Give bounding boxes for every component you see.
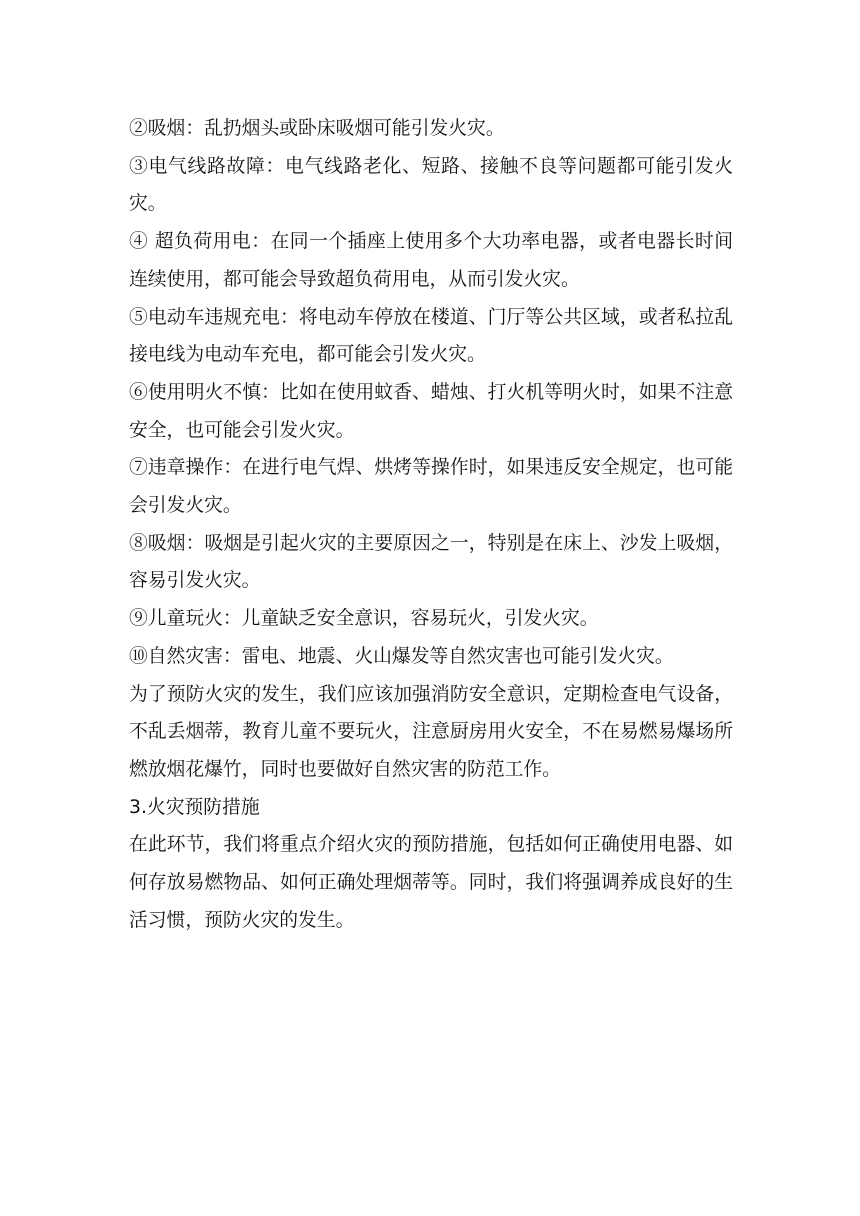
list-item-natural-disaster: ⑩自然灾害：雷电、地震、火山爆发等自然灾害也可能引发火灾。	[129, 645, 674, 667]
section-body-paragraph: 在此环节，我们将重点介绍火灾的预防措施，包括如何正确使用电器、如何存放易燃物品、如何正确处理烟蒂等。同时，我们将强调养成良好的生活习惯，预防火灾的发生。	[129, 834, 733, 931]
list-item-smoking-bed: ⑧吸烟：吸烟是引起火灾的主要原因之一，特别是在床上、沙发上吸烟，容易引发火灾。	[129, 532, 733, 592]
summary-paragraph: 为了预防火灾的发生，我们应该加强消防安全意识，定期检查电气设备，不乱丢烟蒂，教育儿童不要玩火，注意厨房用火安全，不在易燃易爆场所燃放烟花爆竹，同时也要做好自然灾害的防范工作。	[129, 683, 733, 780]
section-heading: 3.火灾预防措施	[129, 796, 260, 818]
list-item-children-fire: ⑨儿童玩火：儿童缺乏安全意识，容易玩火，引发火灾。	[129, 608, 599, 630]
list-item-electrical-fault: ③电气线路故障：电气线路老化、短路、接触不良等问题都可能引发火灾。	[129, 155, 733, 215]
document-body	[129, 110, 733, 939]
list-item-overload: ④ 超负荷用电：在同一个插座上使用多个大功率电器，或者电器长时间连续使用，都可能会导致超负荷用电，从而引发火灾。	[129, 231, 733, 290]
list-item-open-flame: ⑥使用明火不慎：比如在使用蚊香、蜡烛、打火机等明火时，如果不注意安全，也可能会引发火灾。	[129, 381, 733, 441]
list-item-illegal-operation: ⑦违章操作：在进行电气焊、烘烤等操作时，如果违反安全规定，也可能会引发火灾。	[129, 457, 733, 517]
list-item-smoking: ②吸烟：乱扔烟头或卧床吸烟可能引发火灾。	[129, 118, 505, 139]
list-item-ebike-charging: ⑤电动车违规充电：将电动车停放在楼道、门厅等公共区域，或者私拉乱接电线为电动车充电，都可能会引发火灾。	[129, 306, 733, 366]
